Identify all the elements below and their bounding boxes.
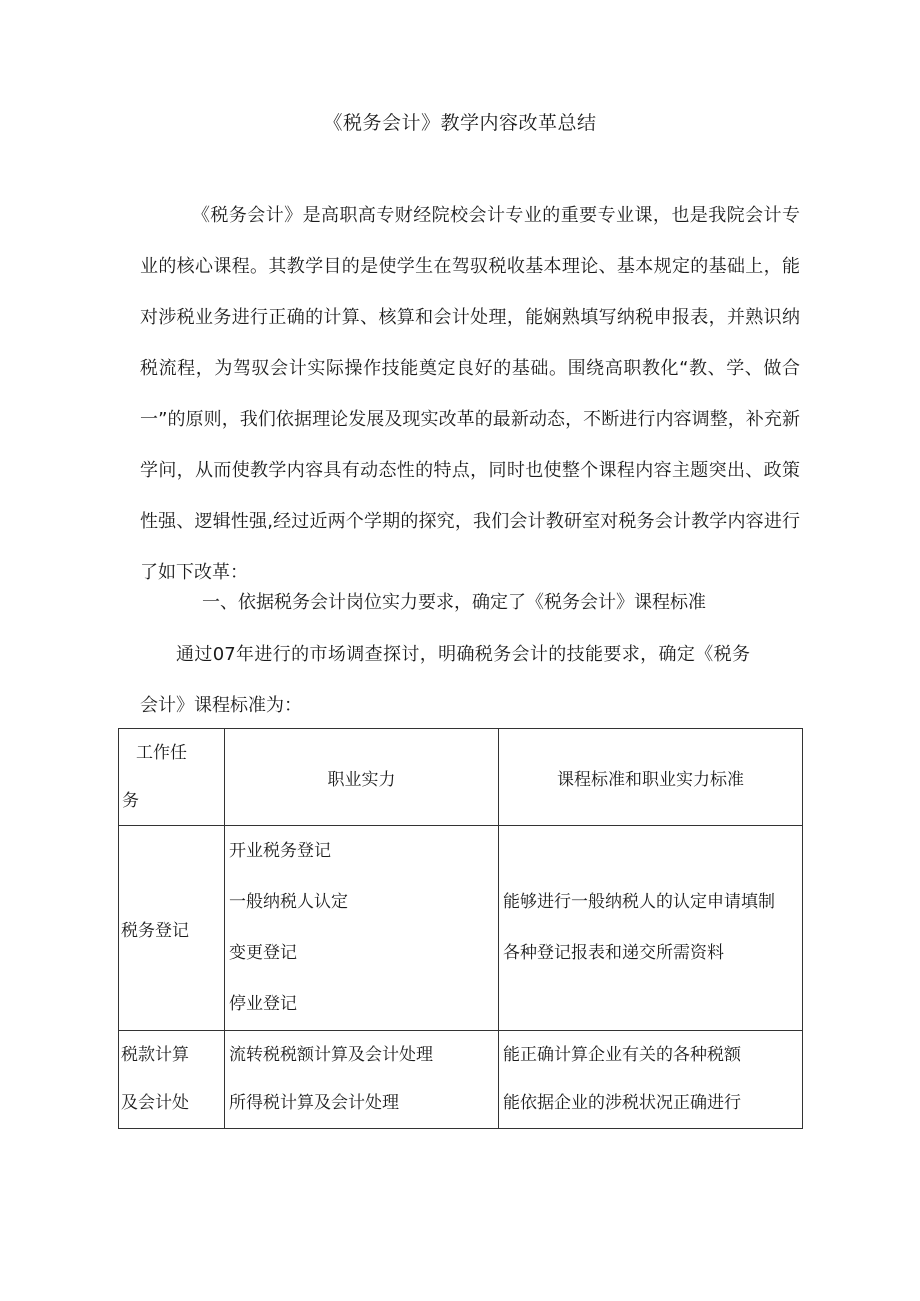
standard-item: 能正确计算企业有关的各种税额 [503, 1045, 741, 1065]
header-work-task-line1: 工作任 [136, 743, 187, 763]
intro-paragraph: 《税务会计》是高职高专财经院校会计专业的重要专业课，也是我院会计专业的核心课程。其教学目的是使学生在驾驭税收基本理论、基本规定的基础上，能对涉税业务进行正确的计算、核算和会计处理，能娴熟填写纳税申报表，并熟识纳税流程，为驾驭会计实际操作技能奠定良好的基础。围绕高职教化“教、学、做合一”的原则，我们依据理论发展及现实改革的最新动态，不断进行内容调整，补充新学问，从而使教学内容具有动态性的特点，同时也使整个课程内容主题突出、政策性强、逻辑性强,经过近两个学期的探究，我们会计教研室对税务会计教学内容进行了如下改革： [140, 205, 800, 583]
table-header-row [119, 729, 803, 826]
standard-item: 能依据企业的涉税状况正确进行 [503, 1093, 741, 1113]
ability-item: 开业税务登记 [229, 841, 331, 861]
section-body-paragraph: 通过07年进行的市场调查探讨，明确税务会计的技能要求，确定《税务会计》课程标准为： [140, 644, 750, 716]
ability-cell [225, 826, 499, 1031]
document-title: 《税务会计》教学内容改革总结 [323, 112, 597, 134]
ability-item: 流转税税额计算及会计处理 [229, 1045, 433, 1065]
ability-item: 所得税计算及会计处理 [229, 1093, 399, 1113]
task-cell: 税务登记 [119, 826, 225, 1031]
standard-cell [499, 1031, 803, 1129]
header-work-task-line2: 务 [122, 791, 139, 811]
table-row [119, 826, 803, 1031]
header-work-task [119, 729, 225, 826]
section-heading: 一、依据税务会计岗位实力要求，确定了《税务会计》课程标准 [202, 592, 706, 613]
task-cell [119, 1031, 225, 1129]
standard-item: 各种登记报表和递交所需资料 [503, 943, 724, 963]
ability-cell [225, 1031, 499, 1129]
standard-item: 能够进行一般纳税人的认定申请填制 [503, 892, 775, 912]
course-standard-table [118, 728, 803, 1129]
ability-item: 停业登记 [229, 994, 297, 1014]
task-line: 税款计算 [121, 1045, 189, 1065]
table-row [119, 1031, 803, 1129]
ability-item: 变更登记 [229, 943, 297, 963]
task-line: 及会计处 [121, 1093, 189, 1113]
ability-item: 一般纳税人认定 [229, 892, 348, 912]
header-ability: 职业实力 [225, 729, 499, 826]
header-standard: 课程标准和职业实力标准 [499, 729, 803, 826]
standard-cell [499, 826, 803, 1031]
